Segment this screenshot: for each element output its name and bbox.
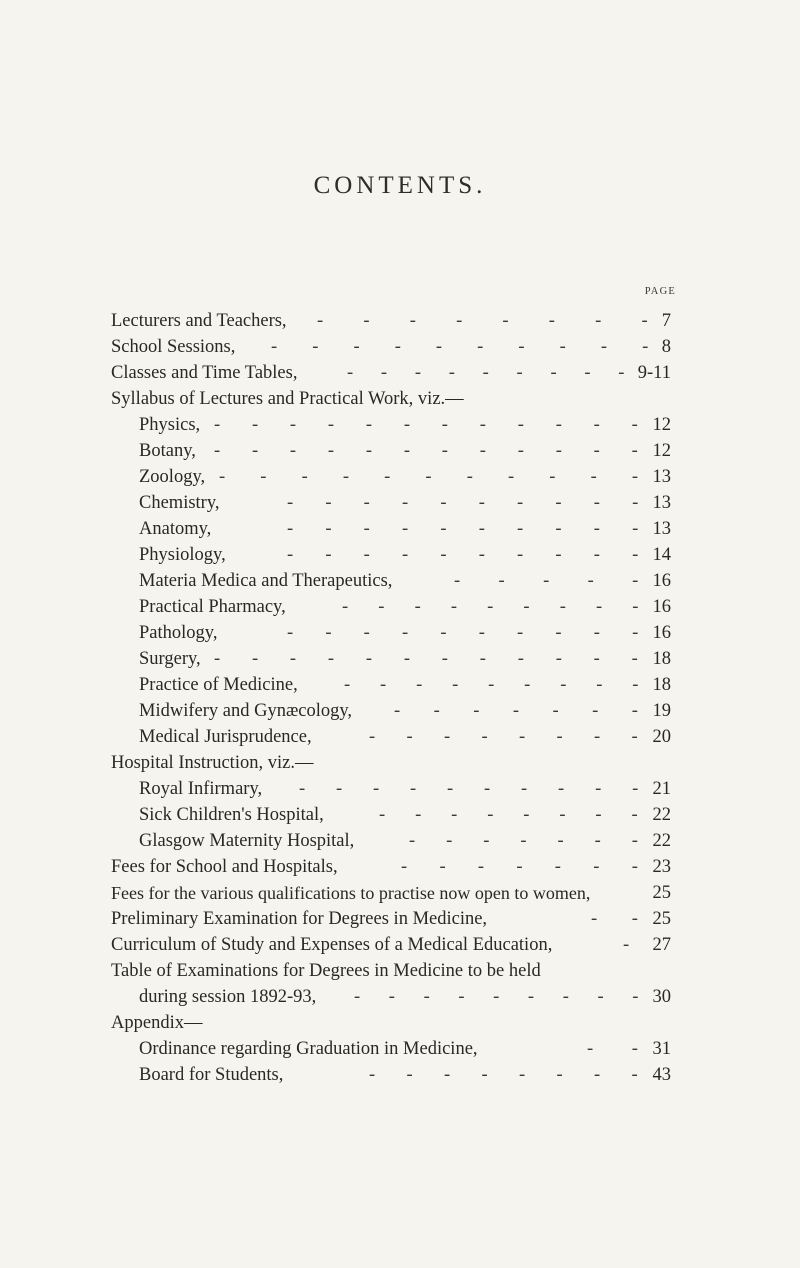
- entry-page: 14: [652, 545, 671, 565]
- entry-page: 21: [652, 779, 671, 799]
- toc-entry: [139, 1062, 671, 1088]
- entry-label: Royal Infirmary,: [139, 779, 263, 799]
- entry-label: Medical Jurisprudence,: [139, 727, 312, 747]
- entry-label: Sick Children's Hospital,: [139, 805, 324, 825]
- entry-page: 13: [652, 519, 671, 539]
- leader-dots: - - - - - - - -: [317, 311, 648, 331]
- leader-dots: - -: [591, 909, 638, 929]
- toc-entry: [139, 698, 671, 724]
- toc-heading: [111, 386, 671, 412]
- toc-heading: [111, 750, 671, 776]
- leader-dots: - - - - -: [454, 571, 639, 591]
- toc-entry: [139, 724, 671, 750]
- toc-entry: [139, 516, 671, 542]
- entry-label: Hospital Instruction, viz.—: [111, 753, 314, 773]
- leader-dots: - - - - - - - - - -: [271, 337, 649, 357]
- entry-label: Appendix—: [111, 1013, 203, 1033]
- toc-entry: [139, 672, 671, 698]
- entry-page: 22: [652, 805, 671, 825]
- leader-dots: - - - - - - - - - - - -: [214, 415, 638, 435]
- entry-page: 31: [652, 1039, 671, 1059]
- leader-dots: - - - - - - - - - -: [287, 623, 639, 643]
- entry-label: Practice of Medicine,: [139, 675, 298, 695]
- toc-entry: [139, 776, 671, 802]
- entry-label: Board for Students,: [139, 1065, 284, 1085]
- entry-label: Pathology,: [139, 623, 218, 643]
- page-column-header: PAGE: [644, 286, 676, 297]
- entry-label: Preliminary Examination for Degrees in Medicine,: [111, 909, 488, 929]
- leader-dots: - - - - - - -: [409, 831, 638, 851]
- entry-page: 25: [652, 883, 671, 903]
- entry-page: 20: [652, 727, 671, 747]
- entry-label: during session 1892-93,: [139, 987, 317, 1007]
- toc-entry: [139, 620, 671, 646]
- entry-label: Practical Pharmacy,: [139, 597, 286, 617]
- entry-page: 12: [652, 441, 671, 461]
- leader-dots: - - - - - - - - - -: [287, 519, 639, 539]
- entry-page: 27: [652, 935, 671, 955]
- entry-label: Materia Medica and Therapeutics,: [139, 571, 393, 591]
- toc-entry: [111, 932, 671, 958]
- page-title: CONTENTS.: [313, 172, 487, 199]
- entry-label: Chemistry,: [139, 493, 220, 513]
- toc-entry: [139, 568, 671, 594]
- entry-page: 16: [652, 571, 671, 591]
- entry-page: 43: [652, 1065, 671, 1085]
- toc-entry: [139, 594, 671, 620]
- entry-label: Fees for the various qualifications to practise now open to women,: [111, 883, 591, 903]
- leader-dots: - - - - - - - - - - -: [219, 467, 639, 487]
- entry-label: Ordinance regarding Graduation in Medicine,: [139, 1039, 478, 1059]
- toc-entry: [139, 802, 671, 828]
- leader-dots: - - - - - - - - - -: [299, 779, 639, 799]
- entry-page: 8: [661, 337, 671, 357]
- entry-page: 16: [652, 623, 671, 643]
- toc-entry: [111, 308, 671, 334]
- entry-label: Botany,: [139, 441, 196, 461]
- toc-entry: [139, 984, 671, 1010]
- toc-entry: [139, 464, 671, 490]
- entry-page: 23: [652, 857, 671, 877]
- toc-entry: [111, 334, 671, 360]
- toc-entry: [139, 542, 671, 568]
- entry-label: Zoology,: [139, 467, 206, 487]
- entry-label: Glasgow Maternity Hospital,: [139, 831, 355, 851]
- entry-label: Curriculum of Study and Expenses of a Medical Education,: [111, 935, 553, 955]
- leader-dots: - - - - - - -: [401, 857, 638, 877]
- leader-dots: - - - - - - - -: [369, 727, 638, 747]
- entry-page: 7: [661, 311, 671, 331]
- toc-entry: [139, 490, 671, 516]
- entry-page: 13: [652, 493, 671, 513]
- entry-page: 9-11: [637, 363, 671, 383]
- entry-page: 30: [652, 987, 671, 1007]
- entry-label: Classes and Time Tables,: [111, 363, 298, 383]
- entry-label: Anatomy,: [139, 519, 212, 539]
- leader-dots: - - - - - - - - - -: [287, 493, 639, 513]
- toc-entry: [111, 880, 671, 906]
- entry-page: 22: [652, 831, 671, 851]
- leader-dots: - - - - - - - - -: [354, 987, 639, 1007]
- toc-entry: [111, 958, 671, 984]
- entry-label: Lecturers and Teachers,: [111, 311, 287, 331]
- entry-label: Fees for School and Hospitals,: [111, 857, 338, 877]
- leader-dots: - - - - - - - - -: [347, 363, 625, 383]
- entry-page: 16: [652, 597, 671, 617]
- entry-label: Surgery,: [139, 649, 201, 669]
- toc-entry: [139, 828, 671, 854]
- entry-page: 18: [652, 675, 671, 695]
- leader-dots: - - - - - - - - - -: [287, 545, 639, 565]
- entry-label: Physics,: [139, 415, 201, 435]
- entry-page: 13: [652, 467, 671, 487]
- toc-entry: [139, 1036, 671, 1062]
- entry-page: 12: [652, 415, 671, 435]
- toc-entry: [111, 854, 671, 880]
- entry-page: 19: [652, 701, 671, 721]
- entry-label: Syllabus of Lectures and Practical Work, viz.—: [111, 389, 464, 409]
- toc-entry: [139, 646, 671, 672]
- entry-label: Midwifery and Gynæcology,: [139, 701, 353, 721]
- leader-dots: - -: [587, 1039, 638, 1059]
- leader-dots: - - - - - - - - - - - -: [214, 441, 638, 461]
- entry-page: 18: [652, 649, 671, 669]
- entry-page: 25: [652, 909, 671, 929]
- toc-entry: [111, 906, 671, 932]
- leader-dots: - - - - - - - - -: [342, 597, 639, 617]
- leader-dots: - - - - - - - - - - - -: [214, 649, 638, 669]
- leader-dots: -: [623, 935, 630, 955]
- entry-label: Table of Examinations for Degrees in Medicine to be held: [111, 961, 541, 981]
- leader-dots: - - - - - - - -: [379, 805, 638, 825]
- toc-entry: [139, 412, 671, 438]
- leader-dots: - - - - - - -: [394, 701, 638, 721]
- entry-label: Physiology,: [139, 545, 226, 565]
- leader-dots: - - - - - - - -: [369, 1065, 638, 1085]
- entry-label: School Sessions,: [111, 337, 236, 357]
- toc-heading: [111, 1010, 671, 1036]
- toc-entry: [139, 438, 671, 464]
- toc-entry: [111, 360, 671, 386]
- leader-dots: - - - - - - - - -: [344, 675, 639, 695]
